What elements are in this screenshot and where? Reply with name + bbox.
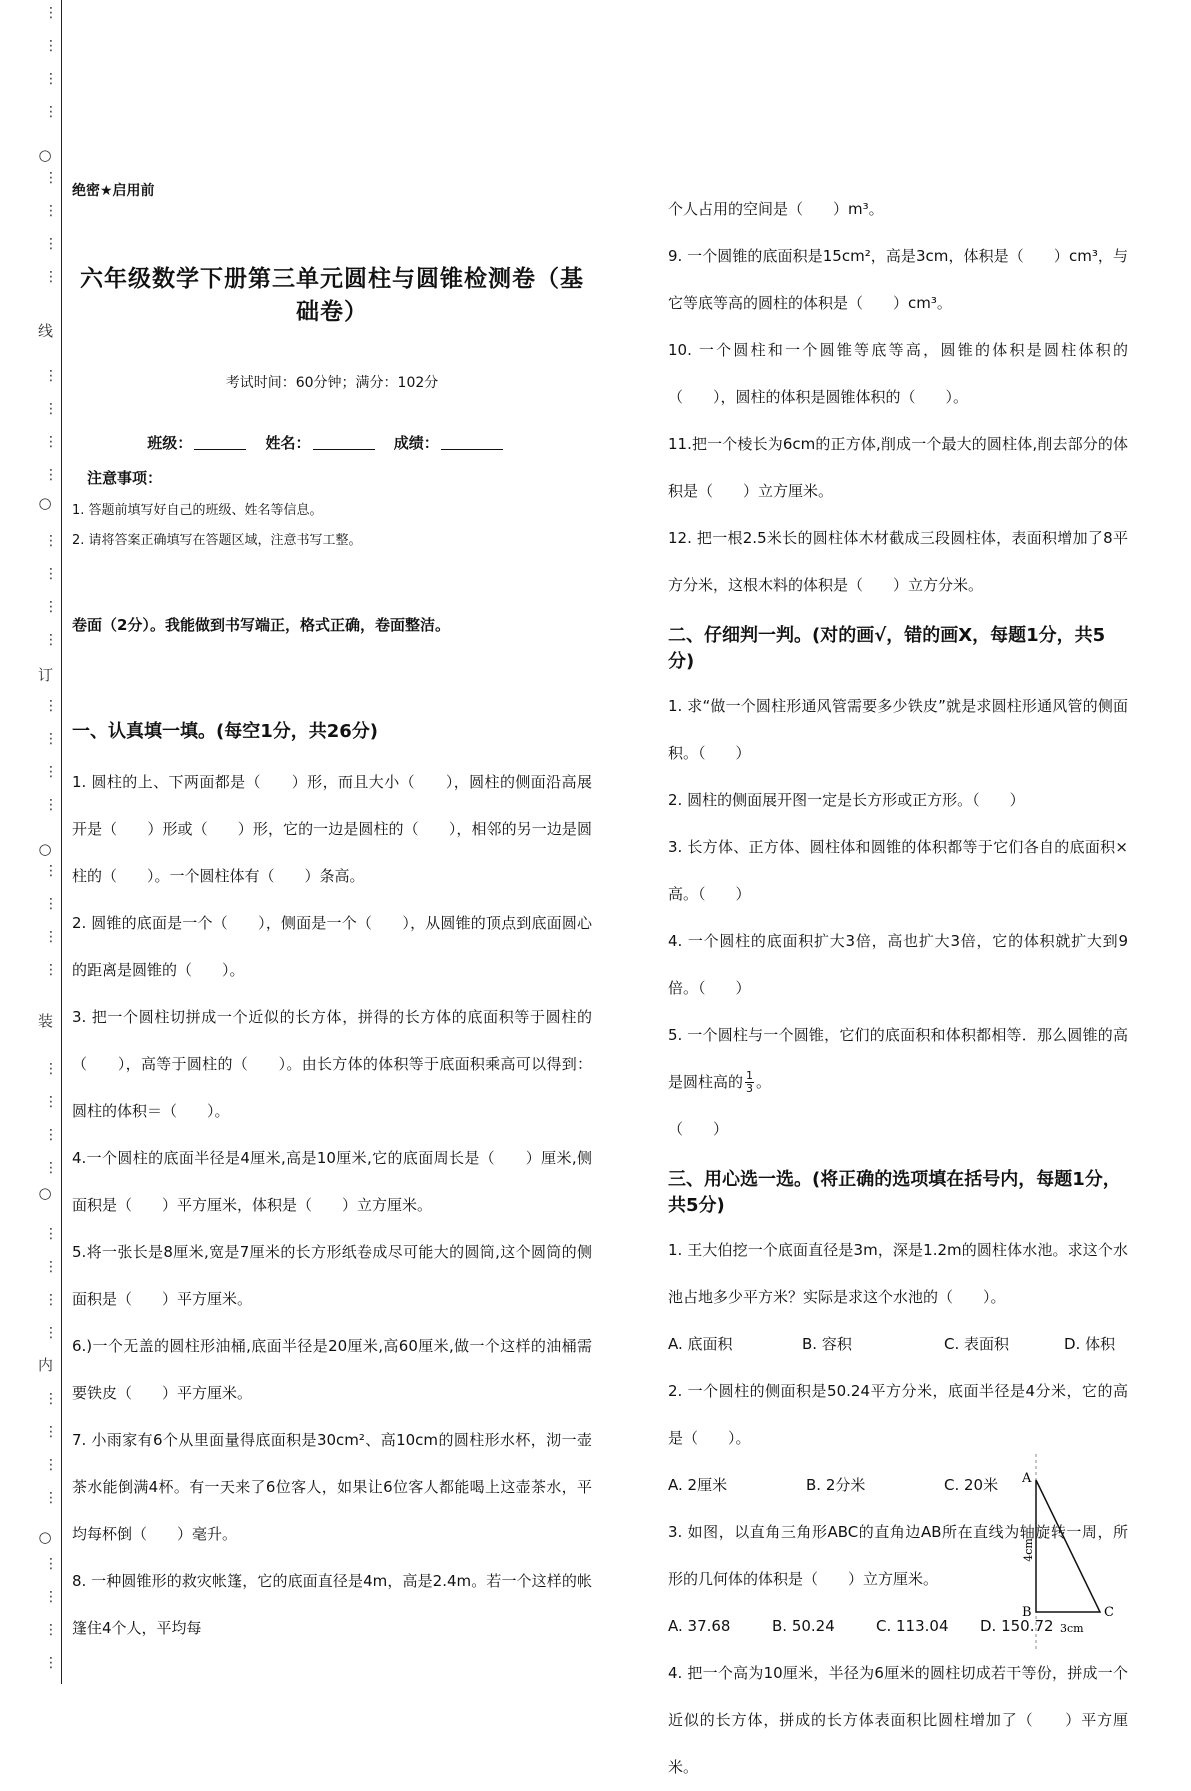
section3-title: 三、用心选一选。(将正确的选项填在括号内，每题1分，共5分) [668,1169,1121,1216]
binding-dot: ⋮ [44,797,58,813]
binding-dot: ⋮ [44,1094,58,1110]
notes-heading: 注意事项： [87,469,163,487]
binding-circle: ○ [38,146,52,164]
judge-question-3: 3. 长方体、正方体、圆柱体和圆锥的体积都等于它们各自的底面积×高。（ ） [668,838,1128,903]
student-info-line [72,432,592,453]
binding-dot: ⋮ [44,599,58,615]
judge-question-5-tail: 。 [756,1073,772,1091]
binding-dot: ⋮ [44,1292,58,1308]
option-c: C. 20米 [944,1476,999,1494]
class-blank[interactable] [194,449,246,450]
binding-circle: ○ [38,1528,52,1546]
exam-title: 六年级数学下册第三单元圆柱与圆锥检测卷（基础卷） [80,266,584,325]
left-column [72,180,592,1652]
binding-dot: ⋮ [44,632,58,648]
binding-dot: ⋮ [44,104,58,120]
judge-question-2: 2. 圆柱的侧面展开图一定是长方形或正方形。（ ） [668,791,1025,809]
binding-dot: ⋮ [44,764,58,780]
fraction-denominator: 3 [746,1082,754,1095]
binding-dot: ⋮ [44,1226,58,1242]
paper-neatness-line: 卷面（2分）。我能做到书写端正，格式正确，卷面整洁。 [72,616,450,634]
binding-label-zhuang: 装 [38,1012,54,1030]
binding-dot: ⋮ [44,236,58,252]
judge-question-4: 4. 一个圆柱的底面积扩大3倍，高也扩大3倍，它的体积就扩大到9倍。（ ） [668,932,1128,997]
binding-dot: ⋮ [44,1622,58,1638]
binding-dot: ⋮ [44,38,58,54]
option-b: B. 50.24 [772,1617,835,1635]
fill-question-4: 4.一个圆柱的底面半径是4厘米,高是10厘米,它的底面周长是（ ）厘米,侧面积是（ ）平方厘米，体积是（ ）立方厘米。 [72,1149,592,1214]
binding-dot: ⋮ [44,1127,58,1143]
binding-dot: ⋮ [44,863,58,879]
exam-meta: 考试时间：60分钟；满分：102分 [225,375,439,391]
judge-question-5-text: 5. 一个圆柱与一个圆锥，它们的底面积和体积都相等．那么圆锥的高是圆柱高的 [668,1026,1128,1091]
option-c: C. 表面积 [944,1335,1010,1353]
option-b: B. 2分米 [806,1476,866,1494]
vertex-b-label: B [1022,1605,1032,1620]
fill-question-11: 11.把一个棱长为6cm的正方体,削成一个最大的圆柱体,削去部分的体积是（ ）立方厘米。 [668,435,1128,500]
binding-dot: ⋮ [44,1391,58,1407]
side-ab-label: 4cm [1022,1538,1035,1562]
name-blank[interactable] [313,449,375,450]
binding-dot: ⋮ [44,170,58,186]
binding-dot: ⋮ [44,731,58,747]
name-label: 姓名： [265,434,311,452]
choice-question-4: 4. 把一个高为10厘米，半径为6厘米的圆柱切成若干等份，拼成一个近似的长方体，拼成的长方体表面积比圆柱增加了（ ）平方厘米。 [668,1664,1128,1776]
option-a: A. 底面积 [668,1335,733,1353]
binding-dot: ⋮ [44,434,58,450]
binding-dot: ⋮ [44,5,58,21]
binding-label-nei: 内 [38,1356,54,1374]
binding-dot: ⋮ [44,1655,58,1671]
fraction-numerator: 1 [746,1069,754,1082]
binding-dot: ⋮ [44,368,58,384]
triangle-abc [1036,1480,1100,1612]
binding-dot: ⋮ [44,566,58,582]
fill-question-7: 7. 小雨家有6个从里面量得底面积是30cm²、高10cm的圆柱形水杯，沏一壶茶水能倒满4杯。有一天来了6位客人，如果让6位客人都能喝上这壶茶水，平均每杯倒（ ）毫升。 [72,1431,592,1543]
binding-circle: ○ [38,494,52,512]
triangle-figure [1018,1454,1138,1650]
binding-dot: ⋮ [44,401,58,417]
choice-question-3: 3. 如图，以直角三角形ABC的直角边AB所在直线为轴旋转一周，所形的几何体的体积是（ ）立方厘米。 [668,1523,1128,1588]
option-b: B. 容积 [802,1335,852,1353]
binding-dot: ⋮ [44,269,58,285]
notes-item: 1. 答题前填写好自己的班级、姓名等信息。 [72,503,323,518]
binding-dot: ⋮ [44,1325,58,1341]
binding-dot: ⋮ [44,962,58,978]
binding-dot: ⋮ [44,896,58,912]
binding-dot: ⋮ [44,1589,58,1605]
section2-title: 二、仔细判一判。(对的画√，错的画X，每题1分，共5分) [668,625,1106,672]
fill-question-10: 10. 一个圆柱和一个圆锥等底等高，圆锥的体积是圆柱体积的（ ），圆柱的体积是圆锥体积的（ ）。 [668,341,1128,406]
fill-question-9: 9. 一个圆锥的底面积是15cm²，高是3cm，体积是（ ）cm³，与它等底等高的圆柱的体积是（ ）cm³。 [668,247,1128,312]
fraction-one-third [745,1070,754,1095]
binding-dot: ⋮ [44,1424,58,1440]
option-a: A. 37.68 [668,1617,731,1635]
secret-label: 绝密★启用前 [72,183,155,199]
binding-circle: ○ [38,840,52,858]
vertex-a-label: A [1022,1471,1032,1486]
binding-dot: ⋮ [44,71,58,87]
fill-question-1: 1. 圆柱的上、下两面都是（ ）形，而且大小（ ），圆柱的侧面沿高展开是（ ）形或（ ）形，它的一边是圆柱的（ ），相邻的另一边是圆柱的（ ）。一个圆柱体有（ ）条高。 [72,773,592,885]
binding-dot: ⋮ [44,1160,58,1176]
section1-title: 一、认真填一填。(每空1分，共26分) [72,721,379,742]
class-label: 班级： [147,434,193,452]
fill-question-3: 3. 把一个圆柱切拼成一个近似的长方体，拼得的长方体的底面积等于圆柱的（ ），高等于圆柱的（ ）。由长方体的体积等于底面积乘高可以得到：圆柱的体积＝（ ）。 [72,1008,592,1120]
binding-dot: ⋮ [44,698,58,714]
fill-question-6: 6.)一个无盖的圆柱形油桶,底面半径是20厘米,高60厘米,做一个这样的油桶需要铁皮（ ）平方厘米。 [72,1337,592,1402]
binding-label-ding: 订 [38,666,54,684]
binding-dot: ⋮ [44,1061,58,1077]
fill-question-2: 2. 圆锥的底面是一个（ ），侧面是一个（ ），从圆锥的顶点到底面圆心的距离是圆锥的（ ）。 [72,914,592,979]
fill-question-12: 12. 把一根2.5米长的圆柱体木材截成三段圆柱体，表面积增加了8平方分米，这根木料的体积是（ ）立方分米。 [668,529,1128,594]
score-label: 成绩： [393,434,439,452]
binding-dot: ⋮ [44,929,58,945]
judge-question-5 [668,1012,1128,1106]
option-a: A. 2厘米 [668,1476,728,1494]
binding-dot: ⋮ [44,203,58,219]
binding-margin [0,0,62,1684]
option-c: C. 113.04 [876,1617,949,1635]
choice-question-1: 1. 王大伯挖一个底面直径是3m，深是1.2m的圆柱体水池。求这个水池占地多少平方米？实际是求这个水池的（ ）。 [668,1241,1128,1306]
choice-options-1 [668,1321,1128,1368]
binding-label-xian: 线 [38,322,54,340]
option-d: D. 150.72 [980,1617,1054,1635]
binding-dot: ⋮ [44,1490,58,1506]
judge-question-1: 1. 求“做一个圆柱形通风管需要多少铁皮”就是求圆柱形通风管的侧面积。（ ） [668,697,1128,762]
choice-question-2: 2. 一个圆柱的侧面积是50.24平方分米，底面半径是4分米，它的高是（ ）。 [668,1382,1128,1447]
notes-item: 2. 请将答案正确填写在答题区域，注意书写工整。 [72,533,362,548]
binding-dot: ⋮ [44,467,58,483]
vertex-c-label: C [1104,1605,1114,1620]
binding-line [61,0,62,1684]
option-d: D. 体积 [1064,1335,1116,1353]
fill-question-8: 8. 一种圆锥形的救灾帐篷，它的底面直径是4m，高是2.4m。若一个这样的帐篷住4个人，平均每 [72,1572,592,1637]
fill-question-8-continued: 个人占用的空间是（ ）m³。 [668,200,884,218]
binding-dot: ⋮ [44,1259,58,1275]
score-blank[interactable] [441,449,503,450]
binding-circle: ○ [38,1184,52,1202]
side-bc-label: 3cm [1060,1622,1084,1635]
judge-question-5-blank: （ ） [668,1120,729,1138]
binding-dot: ⋮ [44,1556,58,1572]
binding-dot: ⋮ [44,1457,58,1473]
binding-dot: ⋮ [44,533,58,549]
fill-question-5: 5.将一张长是8厘米,宽是7厘米的长方形纸卷成尽可能大的圆筒,这个圆筒的侧面积是（ ）平方厘米。 [72,1243,592,1308]
